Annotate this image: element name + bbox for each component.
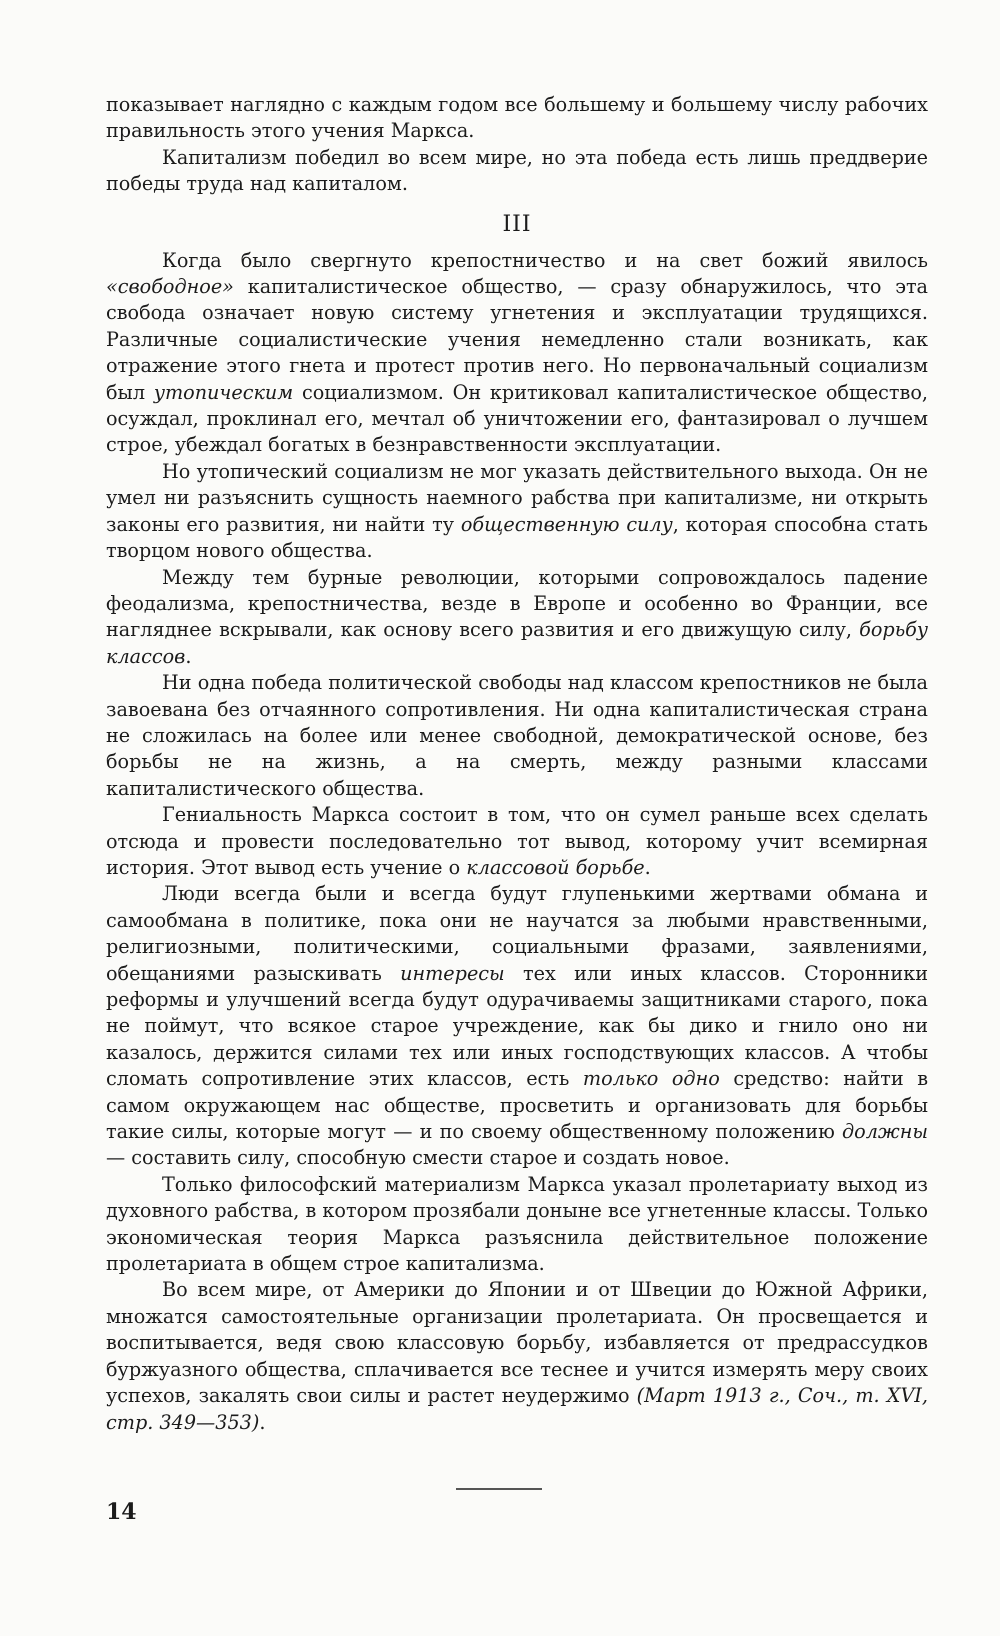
emphasis-class-struggle-doctrine: классовой борьбе xyxy=(466,855,645,879)
paragraph-revolutions xyxy=(106,565,928,671)
paragraph-world-organizations xyxy=(106,1277,928,1435)
emphasis-free: «свободное» xyxy=(106,275,234,299)
emphasis-social-force: общественную силу xyxy=(460,512,673,536)
text-run: тех или иных классов. Сторонники реформы и улучшений всегда будут одурачиваемы защитниками старого, пока не поймут, что всякое старое учреждение, как бы дико и гнило оно ни казалось, держится силами тех или иных господствующих классов. А чтобы сломать сопротивление этих классов, есть xyxy=(106,961,928,1091)
emphasis-utopian: утопическим xyxy=(153,380,294,404)
emphasis-class-struggle: борьбу классов xyxy=(106,618,928,668)
paragraph-utopian-socialism xyxy=(106,248,928,459)
text-run: социализмом. Он критиковал капиталистическое общество, осуждал, проклинал его, мечтал об уничтожении его, фантазировал о лучшем строе, убеждал богатых в безнравственности эксплуатации. xyxy=(106,380,928,457)
text-run: Когда было свергнуто крепостничество и на свет божий явилось xyxy=(162,248,928,272)
paragraph-political-freedom: Ни одна победа политической свободы над классом крепостников не была завоевана без отчаянного сопротивления. Ни одна капиталистическая страна не сложилась на более или менее свободной, демократической основе, без борьбы не на жизнь, а на смерть, между разными классами капиталистического общества. xyxy=(106,671,928,800)
page-number: 14 xyxy=(106,1499,137,1525)
emphasis-only-one: только одно xyxy=(582,1067,720,1091)
paragraph-intro-continuation: показывает наглядно с каждым годом все большему и большему числу рабочих правильность этого учения Маркса. xyxy=(106,93,928,143)
document-body xyxy=(106,92,928,1436)
paragraph-capitalism-victory: Капитализм победил во всем мире, но эта победа есть лишь преддверие победы труда над капиталом. xyxy=(106,145,928,196)
text-run: капиталистическое общество, — сразу обнаружилось, что эта свобода означает новую систему угнетения и эксплуатации трудящихся. Различные социалистические учения немедленно стали возникать, как отражение этого гнета и протест против него. Но первоначальный социализм был xyxy=(106,275,928,404)
text-run: . xyxy=(185,644,192,668)
emphasis-interests: интересы xyxy=(400,961,505,985)
text-run: , которая способна стать творцом нового общества. xyxy=(106,512,928,563)
text-run: Во всем мире, от Америки до Японии и от Швеции до Южной Африки, множатся самостоятельные организации пролетариата. Он просвещается и воспитывается, ведя свою классовую борьбу, избавляется от предрассудков буржуазного общества, сплачивается все теснее и учится измерять меру своих успехов, закалять свои силы и растет неудержимо xyxy=(106,1278,928,1408)
emphasis-must: должны xyxy=(841,1120,928,1144)
end-rule-divider xyxy=(456,1488,542,1490)
paragraph-marx-genius xyxy=(106,802,928,881)
text-run: . xyxy=(259,1410,266,1434)
paragraph-materialism: Только философский материализм Маркса указал пролетариату выход из духовного рабства, в котором прозябали доныне все угнетенные классы. Только экономическая теория Маркса разъяснила действительное положение пролетариата в общем строе капитализма. xyxy=(106,1172,928,1276)
text-run: — составить силу, способную смести старое и создать новое. xyxy=(106,1146,730,1170)
text-run: средство: найти в самом окружающем нас обществе, просветить и организовать для борьбы такие силы, которые могут — и по своему общественному положению xyxy=(106,1067,928,1144)
text-run: . xyxy=(644,855,651,879)
paragraph-self-deception xyxy=(106,881,928,1171)
text-run: Люди всегда были и всегда будут глупенькими жертвами обмана и самообмана в политике, пока они не научатся за любыми нравственными, религиозными, политическими, социальными фразами, заявлениями, обещаниями разыскивать xyxy=(106,882,928,985)
citation-source: (Март 1913 г., Соч., т. XVI, стр. 349—353) xyxy=(106,1384,928,1434)
text-run: Гениальность Маркса состоит в том, что он сумел раньше всех сделать отсюда и провести последовательно тот вывод, которому учит всемирная история. Этот вывод есть учение о xyxy=(106,803,928,879)
text-run: Между тем бурные революции, которыми сопровождалось падение феодализма, крепостничества, везде в Европе и особенно во Франции, все нагляднее вскрывали, как основу всего развития и его движущую силу, xyxy=(106,565,928,642)
text-run: Но утопический социализм не мог указать действительного выхода. Он не умел ни разъяснить сущность наемного рабства при капитализме, ни открыть законы его развития, ни найти ту xyxy=(106,459,928,536)
paragraph-no-way-out xyxy=(106,459,928,565)
section-heading: III xyxy=(502,211,532,237)
